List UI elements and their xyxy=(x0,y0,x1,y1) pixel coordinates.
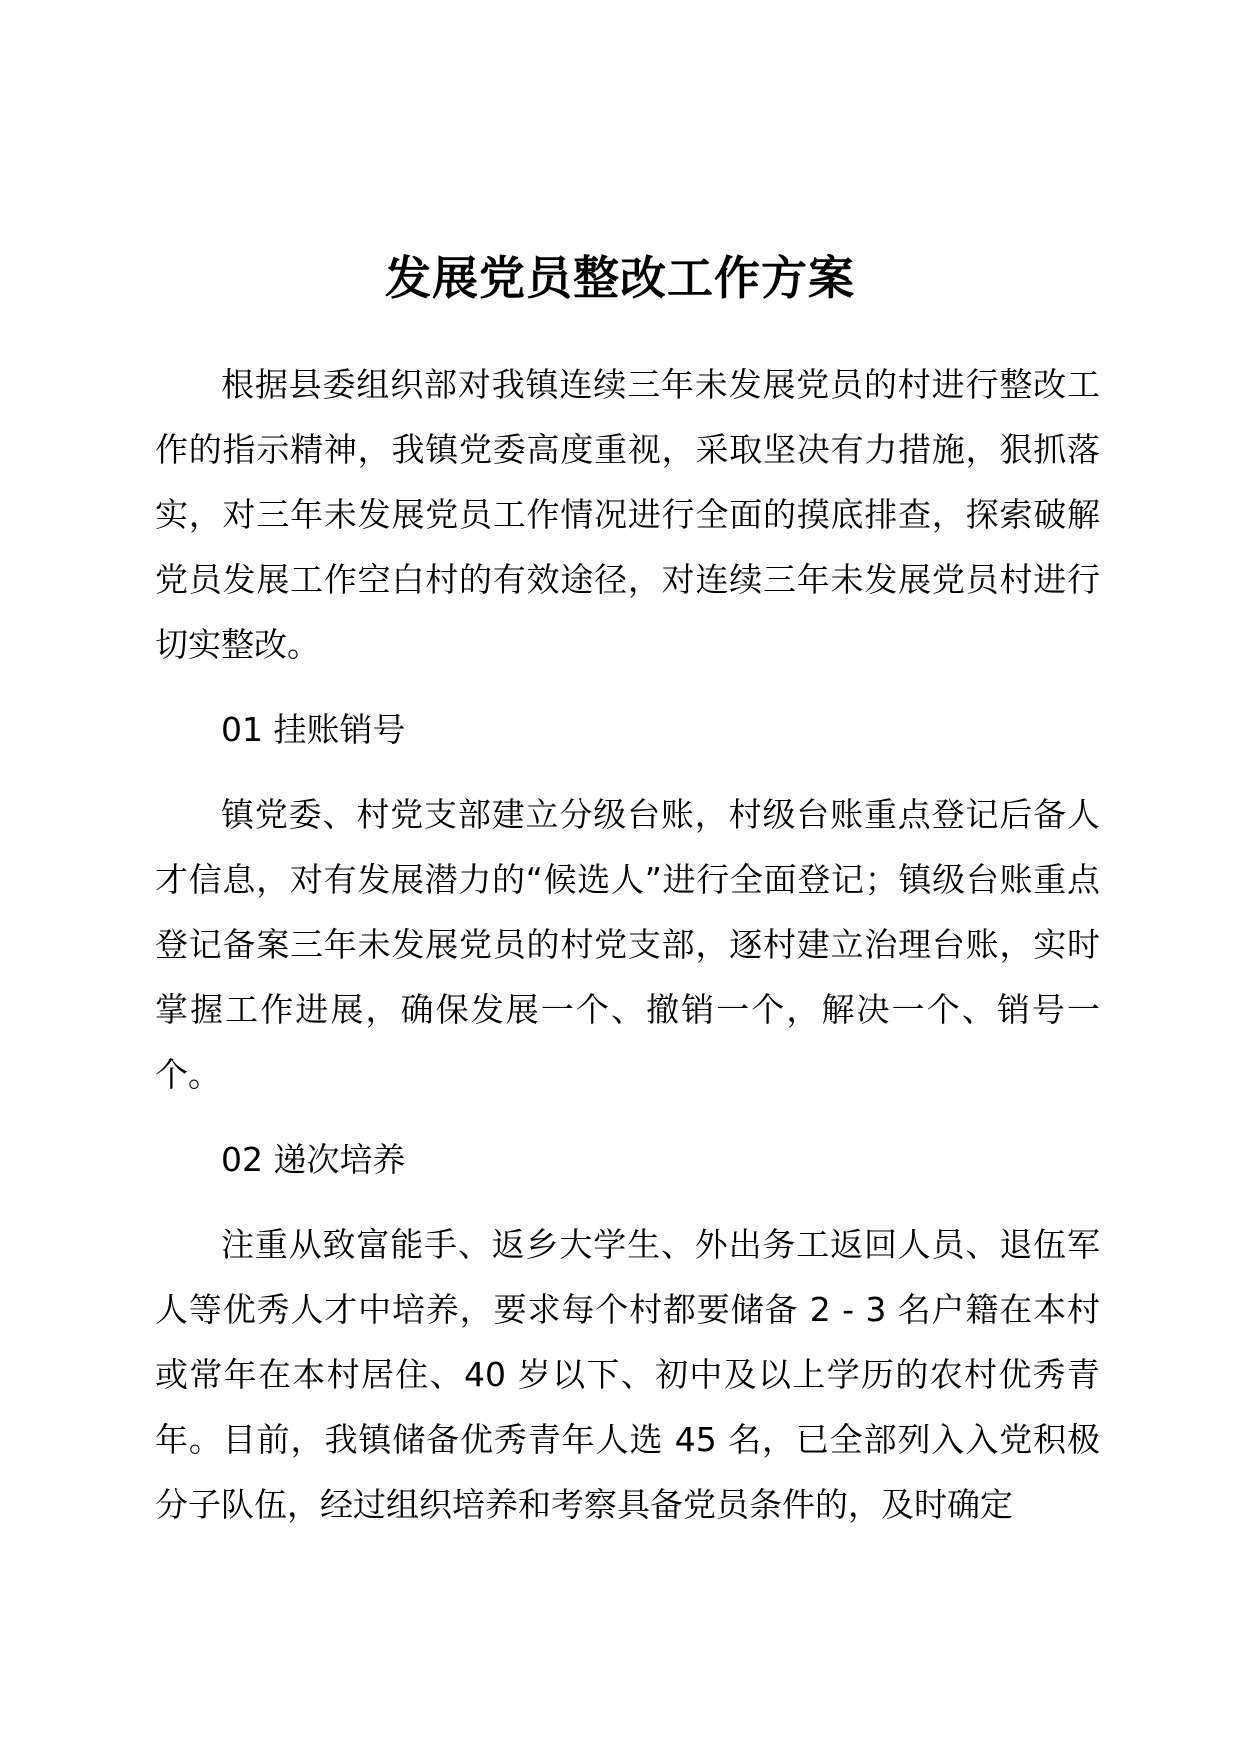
document-body xyxy=(155,352,1100,1557)
intro-paragraph: 根据县委组织部对我镇连续三年未发展党员的村进行整改工作的指示精神，我镇党委高度重视，采取坚决有力措施，狠抓落实，对三年未发展党员工作情况进行全面的摸底排查，探索破解党员发展工作空白村的有效途径，对连续三年未发展党员村进行切实整改。 xyxy=(155,365,1100,664)
document-title: 发展党员整改工作方案 xyxy=(385,251,855,305)
section-paragraph-01: 镇党委、村党支部建立分级台账，村级台账重点登记后备人才信息，对有发展潜力的“候选人”进行全面登记；镇级台账重点登记备案三年未发展党员的村党支部，逐村建立治理台账，实时掌握工作进展，确保发展一个、撤销一个，解决一个、销号一个。 xyxy=(155,795,1100,1094)
section-paragraph-02: 注重从致富能手、返乡大学生、外出务工返回人员、退伍军人等优秀人才中培养，要求每个村都要储备 2 - 3 名户籍在本村或常年在本村居住、40 岁以下、初中及以上学历的农村优秀青年。目前，我镇储备优秀青年人选 45 名，已全部列入入党积极分子队伍，经过组织培养和考察具备党员条件的，及时确定 xyxy=(155,1225,1100,1524)
section-heading-01: 01 挂账销号 xyxy=(221,710,406,749)
section-heading-02: 02 递次培养 xyxy=(221,1140,406,1179)
